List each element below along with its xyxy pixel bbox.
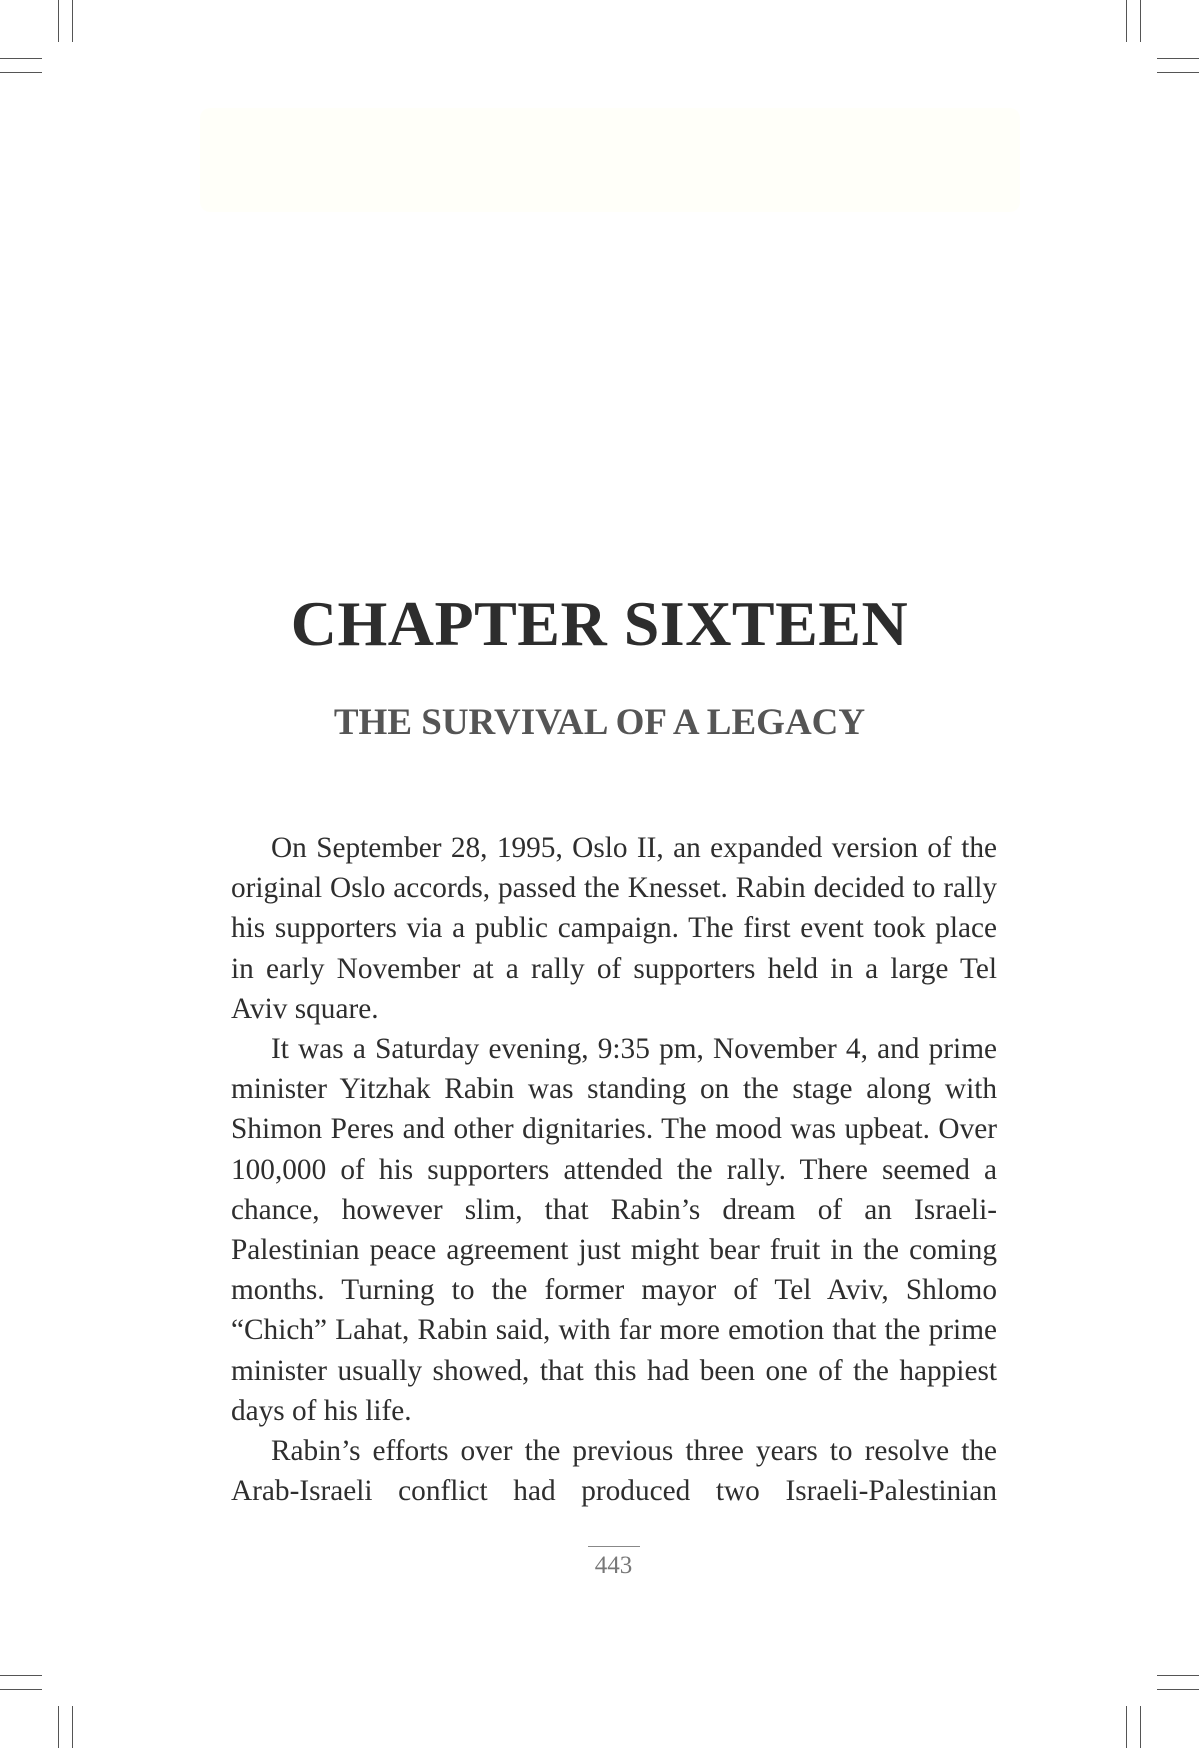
chapter-subtitle: THE SURVIVAL OF A LEGACY [333, 702, 866, 743]
crop-mark [72, 1706, 73, 1748]
crop-mark [72, 0, 73, 42]
chapter-title: CHAPTER SIXTEEN [290, 588, 909, 659]
crop-mark [0, 58, 42, 59]
paragraph: On September 28, 1995, Oslo II, an expanded version of the original Oslo accords, passed the Knesset. Rabin decided to rally his supporters via a public campaign. The first event took place in early November at a rally of supporters held in a large Tel Aviv square. [231, 832, 997, 1025]
body-text [231, 828, 997, 1511]
crop-mark [58, 1706, 59, 1748]
crop-mark [1140, 1706, 1141, 1748]
paragraph: It was a Saturday evening, 9:35 pm, November 4, and prime minister Yitzhak Rabin was standing on the stage along with Shimon Peres and other dignitaries. The mood was upbeat. Over 100,000 of his supporters attended the rally. There seemed a chance, however slim, that Rabin’s dream of an Israeli-Palestinian peace agreement just might bear fruit in the coming months. Turning to the former mayor of Tel Aviv, Shlomo “Chich” Lahat, Rabin said, with far more emotion that the prime minister usually showed, that this had been one of the happiest days of his life. [231, 1033, 997, 1427]
crop-mark [1157, 1675, 1199, 1676]
crop-mark [0, 1689, 42, 1690]
crop-mark [1140, 0, 1141, 42]
crop-mark [1126, 1706, 1127, 1748]
crop-mark [1126, 0, 1127, 42]
crop-mark [1157, 72, 1199, 73]
paragraph: Rabin’s efforts over the previous three years to resolve the Arab-Israeli conflict had produced two Israeli-Palestinian [231, 1435, 997, 1508]
crop-mark [1157, 58, 1199, 59]
crop-mark [58, 0, 59, 42]
header-band [200, 108, 1020, 212]
crop-mark [0, 72, 42, 73]
page-number: 443 [594, 1552, 633, 1579]
crop-mark [1157, 1689, 1199, 1690]
page-number-rule [588, 1546, 640, 1547]
crop-mark [0, 1675, 42, 1676]
